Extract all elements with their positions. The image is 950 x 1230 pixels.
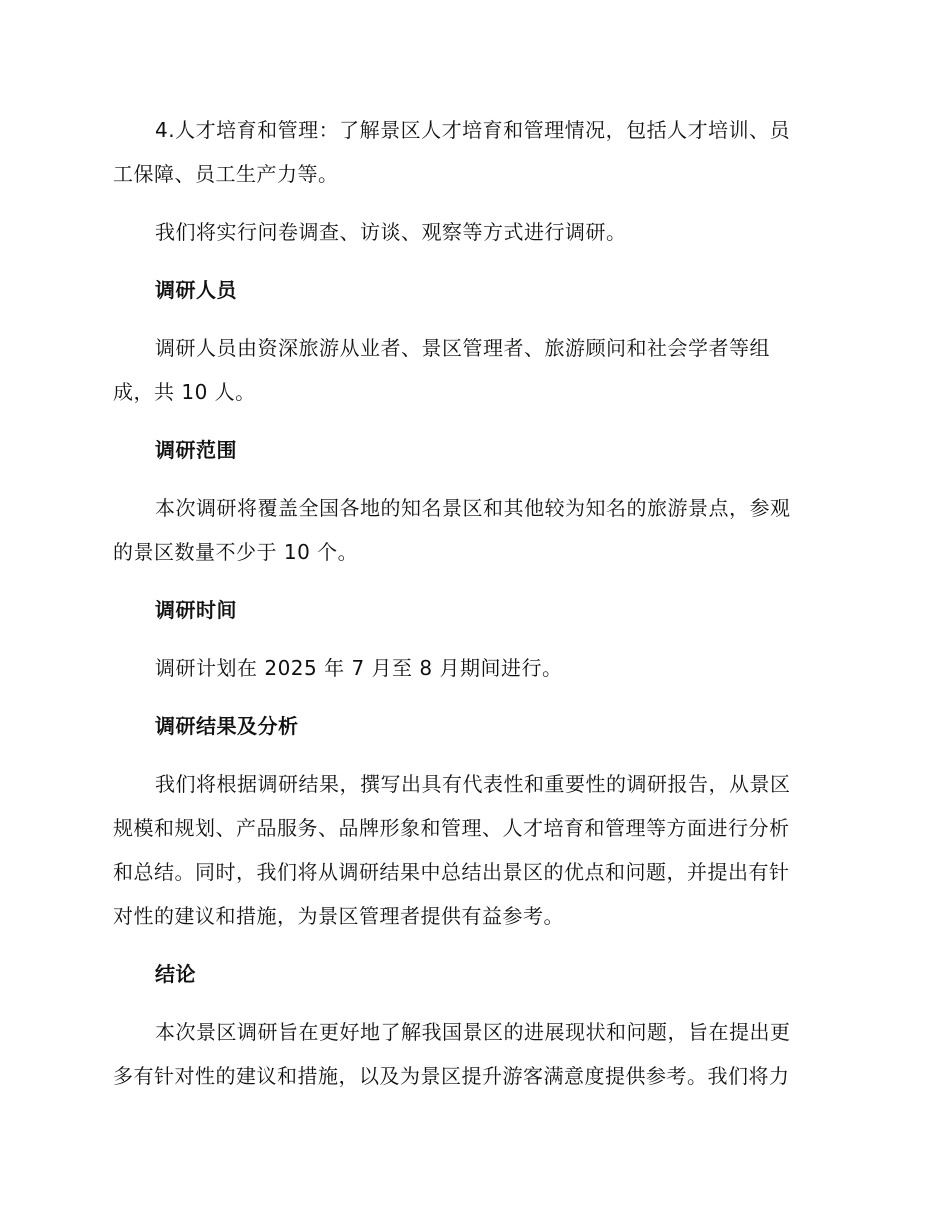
paragraph-line: 本次调研将覆盖全国各地的知名景区和其他较为知名的旅游景点，参观	[155, 496, 791, 520]
section-heading: 结论	[155, 962, 196, 986]
paragraph-line: 我们将实行问卷调查、访谈、观察等方式进行调研。	[155, 220, 627, 244]
paragraph-line: 工保障、员工生产力等。	[113, 162, 339, 186]
paragraph-line: 调研计划在 2025 年 7 月至 8 月期间进行。	[155, 656, 563, 680]
paragraph-line: 调研人员由资深旅游从业者、景区管理者、旅游顾问和社会学者等组	[155, 336, 770, 360]
section-heading: 调研结果及分析	[155, 714, 299, 738]
paragraph-line: 我们将根据调研结果，撰写出具有代表性和重要性的调研报告，从景区	[155, 772, 791, 796]
paragraph-line: 规模和规划、产品服务、品牌形象和管理、人才培育和管理等方面进行分析	[113, 816, 790, 840]
paragraph-line: 成，共 10 人。	[113, 380, 256, 404]
paragraph-line: 和总结。同时，我们将从调研结果中总结出景区的优点和问题，并提出有针	[113, 860, 790, 884]
paragraph-line: 本次景区调研旨在更好地了解我国景区的进展现状和问题，旨在提出更	[155, 1020, 791, 1044]
paragraph-line: 对性的建议和措施，为景区管理者提供有益参考。	[113, 904, 564, 928]
paragraph-line: 的景区数量不少于 10 个。	[113, 540, 359, 564]
section-heading: 调研人员	[155, 278, 237, 302]
section-heading: 调研时间	[155, 598, 237, 622]
paragraph-line: 多有针对性的建议和措施，以及为景区提升游客满意度提供参考。我们将力	[113, 1064, 790, 1088]
paragraph-line: 4.人才培育和管理：了解景区人才培育和管理情况，包括人才培训、员	[155, 118, 791, 142]
section-heading: 调研范围	[155, 438, 237, 462]
